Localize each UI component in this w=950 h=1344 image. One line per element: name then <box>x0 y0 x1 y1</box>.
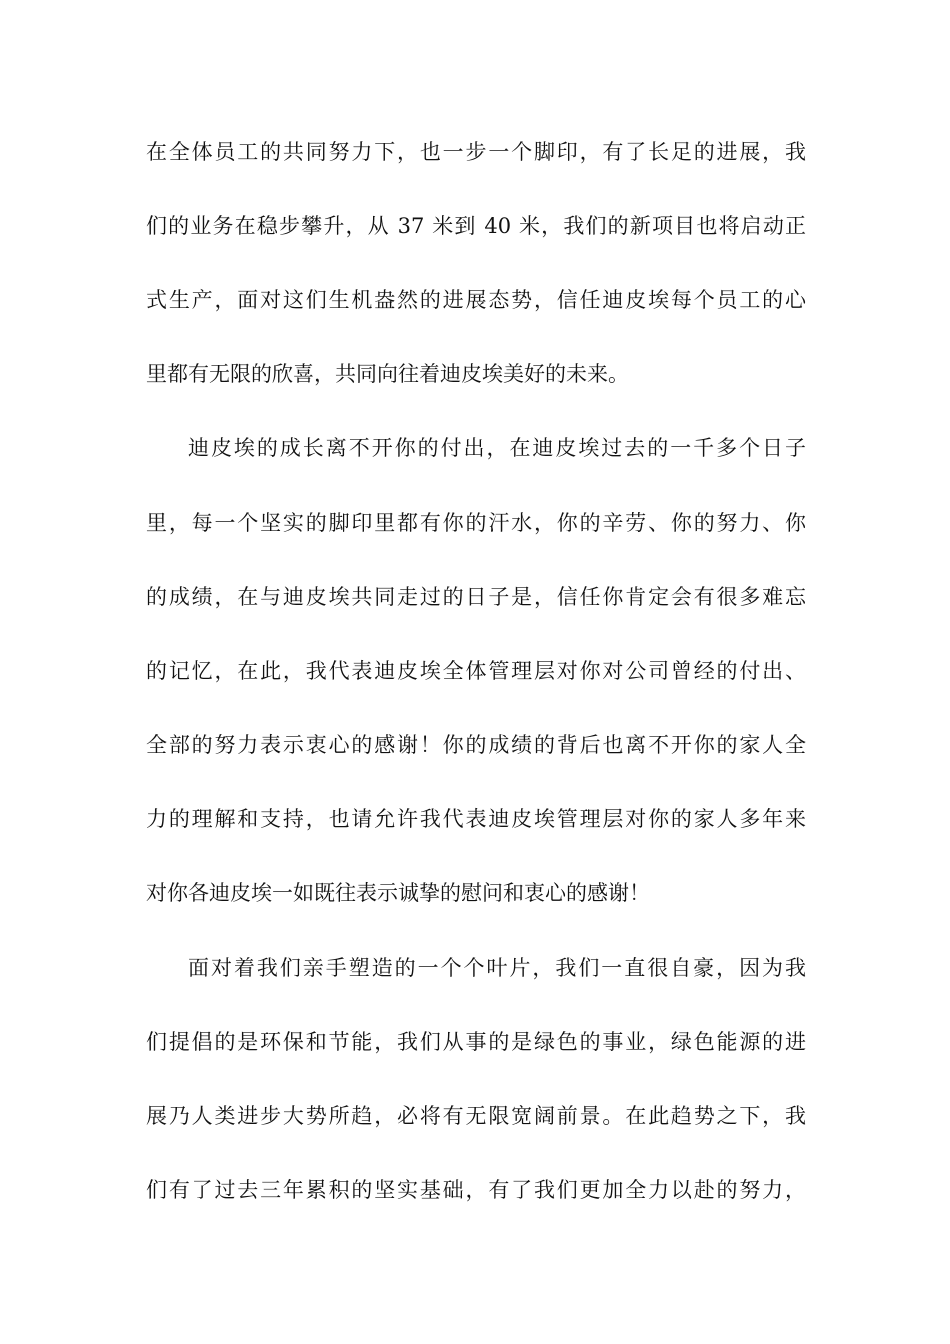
text-line: 全部的努力表示衷心的感谢！你的成绩的背后也离不开你的家人全 <box>146 733 806 757</box>
text-line: 式生产，面对这们生机盎然的进展态势，信任迪皮埃每个员工的心 <box>146 288 806 312</box>
text-line: 的记忆，在此，我代表迪皮埃全体管理层对你对公司曾经的付出、 <box>146 659 806 683</box>
text-line: 对你各迪皮埃一如既往表示诚挚的慰问和衷心的感谢！ <box>146 881 650 905</box>
text-line: 的成绩，在与迪皮埃共同走过的日子是，信任你肯定会有很多难忘 <box>146 585 806 609</box>
text-line: 展乃人类进步大势所趋，必将有无限宽阔前景。在此趋势之下，我 <box>146 1104 806 1128</box>
text-line: 在全体员工的共同努力下，也一步一个脚印，有了长足的进展，我 <box>146 140 806 164</box>
text-line: 里都有无限的欣喜，共同向往着迪皮埃美好的未来。 <box>146 362 629 386</box>
paragraph-first-line: 迪皮埃的成长离不开你的付出，在迪皮埃过去的一千多个日子 <box>188 436 806 460</box>
text-line: 里，每一个坚实的脚印里都有你的汗水，你的辛劳、你的努力、你 <box>146 511 806 535</box>
text-line: 力的理解和支持，也请允许我代表迪皮埃管理层对你的家人多年来 <box>146 807 806 831</box>
paragraph-first-line: 面对着我们亲手塑造的一个个叶片，我们一直很自豪，因为我 <box>188 956 806 980</box>
text-line: 们提倡的是环保和节能，我们从事的是绿色的事业，绿色能源的进 <box>146 1030 806 1054</box>
text-line: 们的业务在稳步攀升，从 37 米到 40 米，我们的新项目也将启动正 <box>146 214 806 238</box>
text-line: 们有了过去三年累积的坚实基础，有了我们更加全力以赴的努力， <box>146 1178 806 1202</box>
